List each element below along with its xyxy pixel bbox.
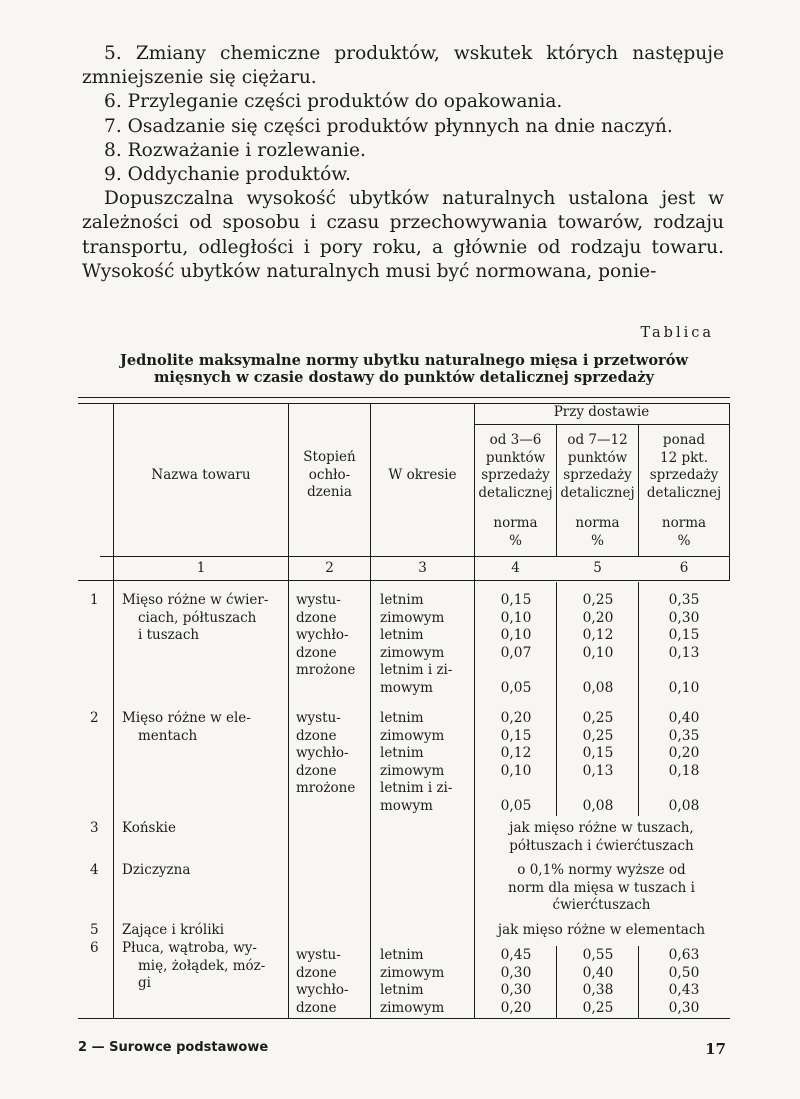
- col-divider-1: [113, 403, 114, 1018]
- row-stopien: wystu- dzone wychło- dzone mrożone: [296, 592, 356, 679]
- header-col5: od 7—12 punktów sprzedaży detalicznej: [560, 432, 635, 501]
- row-name: Końskie: [122, 820, 176, 836]
- row-values-col6: 0,35 0,30 0,15 0,13 0,10: [668, 592, 700, 696]
- row-name: Mięso różne w ćwier- ciach, półtuszach i tuszach: [122, 592, 269, 644]
- col-number-2: 2: [325, 560, 334, 576]
- page-number: 17: [705, 1040, 726, 1058]
- row-name: Zające i króliki: [122, 922, 225, 938]
- table-label: Tablica: [640, 325, 714, 341]
- col-number-4: 4: [511, 560, 520, 576]
- row-name: Dziczyzna: [122, 862, 191, 878]
- row-name: Płuca, wątroba, wy- mię, żołądek, móz- gi: [122, 940, 266, 992]
- row-note: jak mięso różne w elementach: [497, 922, 706, 938]
- row-okres: letnim zimowym letnim zimowym: [380, 947, 445, 1016]
- list-item-7: 7. Osadzanie się części produktów płynnych na dnie naczyń.: [104, 115, 673, 137]
- table-top-rule: [78, 397, 730, 398]
- col-divider-3: [370, 403, 371, 1018]
- header-sub-rule: [474, 424, 729, 425]
- running-footer: 2 — Surowce podstawowe: [78, 1040, 269, 1055]
- header-col6-unit: norma %: [661, 515, 707, 549]
- caption-line-2: mięsnych w czasie dostawy do punktów detalicznej sprzedaży: [153, 369, 654, 386]
- list-item-6: 6. Przyleganie części produktów do opakowania.: [104, 91, 563, 113]
- paragraph: Dopuszczalna wysokość ubytków naturalnych ustalona jest w zależności od sposobu i czasu przechowywania towarów, rodzaju transportu, odległości i pory roku, a głównie od rodzaju towaru. Wysokość ubytków naturalnych musi być normowana, ponie-: [82, 188, 724, 282]
- row-note: o 0,1% normy wyższe od norm dla mięsa w tuszach i ćwierćtuszach: [508, 862, 695, 914]
- row-values-col5: 0,25 0,20 0,12 0,10 0,08: [582, 592, 614, 696]
- col-number-1: 1: [196, 560, 206, 576]
- header-col4: od 3—6 punktów sprzedaży detalicznej: [478, 432, 553, 501]
- col-divider-5-body-b: [556, 946, 557, 1018]
- header-przy-dostawie: Przy dostawie: [553, 404, 650, 420]
- header-w-okresie: W okresie: [388, 467, 457, 483]
- row-name: Mięso różne w ele- mentach: [122, 710, 251, 744]
- column-number-rule-bottom: [78, 580, 730, 581]
- row-okres: letnim zimowym letnim zimowym letnim i zi- mowym: [380, 710, 453, 814]
- col-number-6: 6: [679, 560, 689, 576]
- header-stopien-ochlodzenia: Stopień ochło- dzenia: [303, 449, 356, 501]
- col-number-5: 5: [593, 560, 602, 576]
- list-item-8: 8. Rozważanie i rozlewanie.: [104, 139, 366, 161]
- header-col4-unit: norma %: [493, 515, 538, 549]
- row-number: 4: [90, 862, 99, 878]
- row-number: 3: [90, 820, 99, 836]
- row-okres: letnim zimowym letnim zimowym letnim i zi- mowym: [380, 592, 453, 696]
- row-number: 1: [90, 592, 99, 608]
- row-number: 6: [90, 940, 99, 956]
- header-col5-unit: norma %: [575, 515, 620, 549]
- row-values-col5: 0,55 0,40 0,38 0,25: [582, 947, 614, 1016]
- col-divider-6-body-a: [638, 582, 639, 816]
- row-values-col4: 0,20 0,15 0,12 0,10 0,05: [500, 710, 532, 814]
- header-nazwa-towaru: Nazwa towaru: [151, 467, 251, 483]
- row-values-col5: 0,25 0,25 0,15 0,13 0,08: [582, 710, 614, 814]
- list-item-9: 9. Oddychanie produktów.: [104, 164, 351, 186]
- row-values-col6: 0,40 0,35 0,20 0,18 0,08: [668, 710, 700, 814]
- table-bottom-rule: [78, 1018, 730, 1019]
- header-col6: ponad 12 pkt. sprzedaży detalicznej: [646, 432, 722, 501]
- row-stopien: wystu- dzone wychło- dzone: [296, 947, 349, 1016]
- col-divider-6-body-b: [638, 946, 639, 1018]
- right-border-header: [729, 403, 730, 580]
- row-values-col6: 0,63 0,50 0,43 0,30: [668, 947, 700, 1016]
- list-item-5: 5. Zmiany chemiczne produktów, wskutek których następuje zmniejszenie się ciężaru.: [82, 43, 724, 89]
- column-number-rule-top: [100, 556, 730, 557]
- row-note: jak mięso różne w tuszach, półtuszach i ćwierćtuszach: [509, 820, 694, 854]
- row-number: 5: [90, 922, 99, 938]
- table-caption: [78, 352, 730, 386]
- caption-line-1: Jednolite maksymalne normy ubytku naturalnego mięsa i przetworów: [119, 352, 689, 369]
- row-values-col4: 0,15 0,10 0,10 0,07 0,05: [500, 592, 532, 696]
- col-number-3: 3: [418, 560, 427, 576]
- row-number: 2: [90, 710, 99, 726]
- row-stopien: wystu- dzone wychło- dzone mrożone: [296, 710, 356, 797]
- row-values-col4: 0,45 0,30 0,30 0,20: [500, 947, 532, 1016]
- col-divider-5-body-a: [556, 582, 557, 816]
- body-text: [82, 42, 724, 284]
